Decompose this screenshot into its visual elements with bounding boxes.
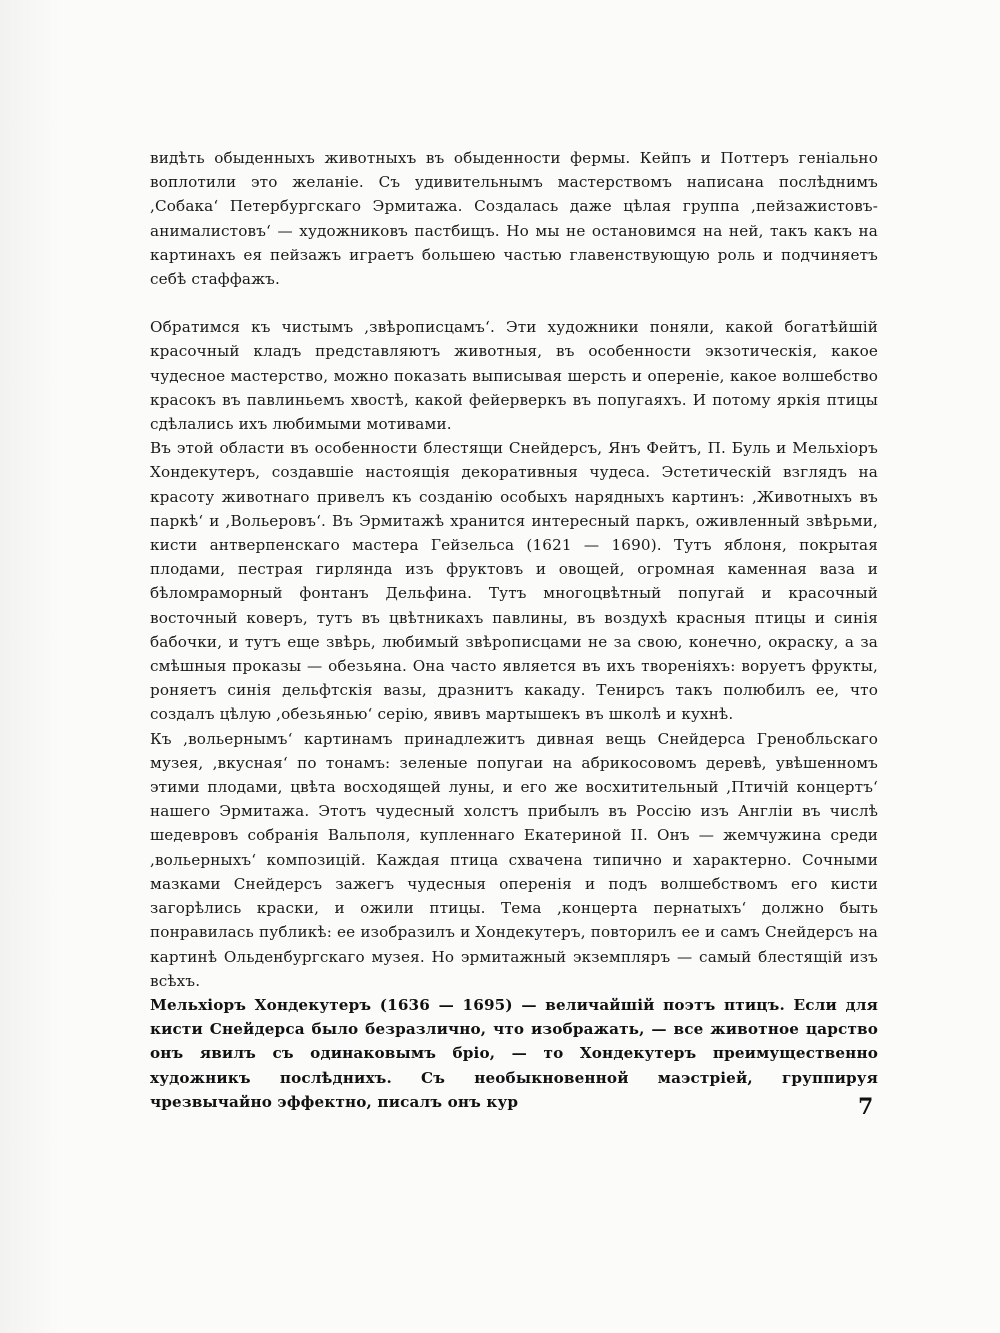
paragraph-2: Обратимся къ чистымъ ,звѣрописцамъ‘. Эти художники поняли, какой богатѣйшій красочный кладъ представляютъ животныя, въ особенности экзотическія, какое чудесное мастерство, можно показать выписывая шерсть и опереніе, какое волшебство красокъ въ павлиньемъ хвостѣ, какой фейерверкъ въ попугаяхъ. И потому яркія птицы сдѣлались ихъ любимыми мотивами. [150, 318, 878, 434]
body-text [150, 146, 878, 1114]
paragraph-4: Къ ,вольернымъ‘ картинамъ принадлежитъ дивная вещь Снейдерса Гренобльскаго музея, ,вкусная‘ по тонамъ: зеленые попугаи на абрикосовомъ деревѣ, увѣшенномъ этими плодами, цвѣта восходящей луны, и его же восхитительный ,Птичій концертъ‘ нашего Эрмитажа. Этотъ чудесный холстъ прибылъ въ Россію изъ Англіи въ числѣ шедевровъ собранія Вальполя, купленнаго Екатериной II. Онъ — жемчужина среди ,вольерныхъ‘ композицій. Каждая птица схвачена типично и характерно. Сочными мазками Снейдерсъ зажегъ чудесныя оперенія и подъ волшебствомъ его кисти загорѣлись краски, и ожили птицы. Тема ,концерта пернатыхъ‘ должно быть понравилась публикѣ: ее изобразилъ и Хондекутеръ, повторилъ ее и самъ Снейдерсъ на картинѣ Ольденбургскаго музея. Но эрмитажный экземпляръ — самый блестящій изъ всѣхъ. [150, 729, 878, 990]
paragraph-3: Въ этой области въ особенности блестящи Снейдерсъ, Янъ Фейтъ, П. Буль и Мельхіоръ Хондекутеръ, создавшіе настоящія декоративныя чудеса. Эстетическій взглядъ на красоту животнаго привелъ къ созданію особыхъ нарядныхъ картинъ: ,Животныхъ въ паркѣ‘ и ,Вольеровъ‘. Въ Эрмитажѣ хранится интересный паркъ, оживленный звѣрьми, кисти антверпенскаго мастера Гейзельса (1621 — 1690). Тутъ яблоня, покрытая плодами, пестрая гирлянда изъ фруктовъ и овощей, огромная каменная ваза и бѣломраморный фонтанъ Дельфина. Тутъ многоцвѣтный попугай и красочный восточный коверъ, тутъ въ цвѣтникахъ павлины, въ воздухѣ красныя птицы и синія бабочки, и тутъ еще звѣрь, любимый звѣрописцами не за свою, конечно, окраску, а за смѣшныя проказы — обезьяна. Она часто является въ ихъ твореніяхъ: воруетъ фрукты, роняетъ синія дельфтскія вазы, дразнитъ какаду. Тенирсъ такъ полюбилъ ее, что создалъ цѣлую ,обезьянью‘ серію, явивъ мартышекъ въ школѣ и кухнѣ. [150, 439, 878, 724]
paragraph-5: Мельхіоръ Хондекутеръ (1636 — 1695) — величайшій поэтъ птицъ. Если для кисти Снейдерса было безразлично, что изображать, — все животное царство онъ явилъ съ одинаковымъ бріо, — то Хондекутеръ преимущественно художникъ послѣднихъ. Съ необыкновенной маэстріей, группируя чрезвычайно эффектно, писалъ онъ кур [150, 995, 878, 1111]
page-number: 7 [858, 1094, 874, 1120]
page-fold-shadow [0, 0, 60, 1333]
paragraph-1: видѣть обыденныхъ животныхъ въ обыденности фермы. Кейпъ и Поттеръ геніально воплотили это желаніе. Съ удивительнымъ мастерствомъ написана послѣднимъ ,Собака‘ Петербургскаго Эрмитажа. Создалась даже цѣлая группа ,пейзажистовъ-анималистовъ‘ — художниковъ пастбищъ. Но мы не остановимся на ней, такъ какъ на картинахъ ея пейзажъ играетъ большею частью главенствующую роль и подчиняетъ себѣ стаффажъ. [150, 149, 878, 289]
